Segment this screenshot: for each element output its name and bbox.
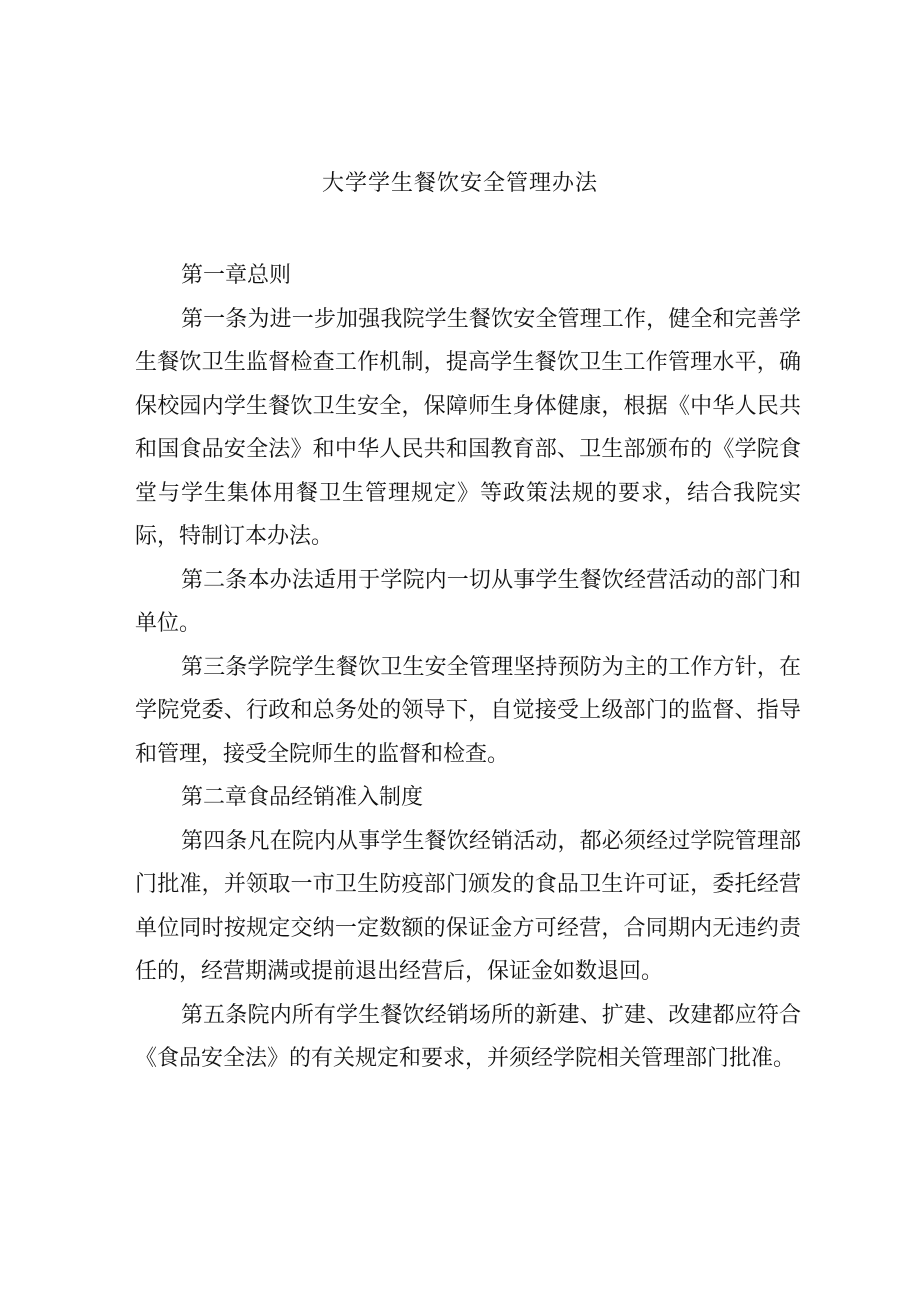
- document-body: [135, 254, 801, 1081]
- article-1: 第一条为进一步加强我院学生餐饮安全管理工作，健全和完善学生餐饮卫生监督检查工作机制，提高学生餐饮卫生工作管理水平，确保校园内学生餐饮卫生安全，保障师生身体健康，根据《中华人民共和国食品安全法》和中华人民共和国教育部、卫生部颁布的《学院食堂与学生集体用餐卫生管理规定》等政策法规的要求，结合我院实际，特制订本办法。: [135, 306, 801, 549]
- chapter-heading-1: 第一章总则: [181, 263, 292, 288]
- article-3: 第三条学院学生餐饮卫生安全管理坚持预防为主的工作方针，在学院党委、行政和总务处的领导下，自觉接受上级部门的监督、指导和管理，接受全院师生的监督和检查。: [135, 654, 801, 767]
- document-title: 大学学生餐饮安全管理办法: [321, 171, 598, 196]
- article-5: 第五条院内所有学生餐饮经销场所的新建、扩建、改建都应符合《食品安全法》的有关规定和要求，并须经学院相关管理部门批准。: [135, 1002, 801, 1071]
- chapter-heading-2: 第二章食品经销准入制度: [181, 785, 424, 810]
- article-2: 第二条本办法适用于学院内一切从事学生餐饮经营活动的部门和单位。: [135, 567, 801, 636]
- article-4: 第四条凡在院内从事学生餐饮经销活动，都必须经过学院管理部门批准，并领取一市卫生防疫部门颁发的食品卫生许可证，委托经营单位同时按规定交纳一定数额的保证金方可经营，合同期内无违约责任的，经营期满或提前退出经营后，保证金如数退回。: [135, 828, 801, 984]
